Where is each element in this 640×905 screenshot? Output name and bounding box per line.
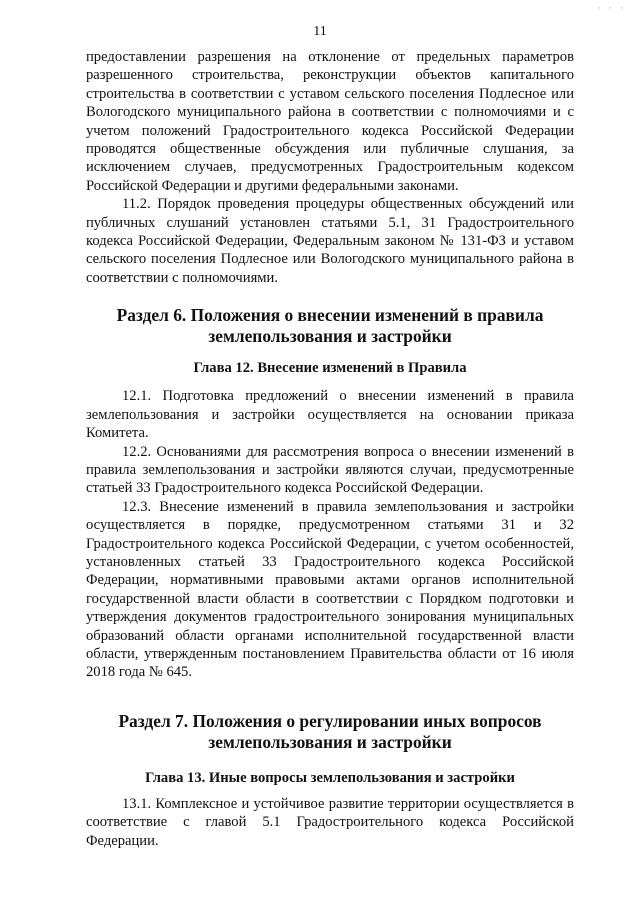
paragraph-continuation: предоставлении разрешения на отклонение от предельных параметров разрешенного строительства, реконструкции объектов капитального строительства в соответствии с уставом сельского поселения Подлесное или Вологодского муниципального района в соответствии с полномочиями и с учетом положений Градостроительного кодекса Российской Федерации проводятся общественные обсуждения или публичные слушания, за исключением случаев, предусмотренных Градостроительным кодексом Российской Федерации и другими федеральными законами. bbox=[86, 49, 574, 194]
paragraph-12-1: 12.1. Подготовка предложений о внесении изменений в правила землепользования и застройки осуществляется на основании приказа Комитета. bbox=[86, 388, 574, 442]
page-number: 11 bbox=[313, 24, 327, 39]
paragraph-11-2: 11.2. Порядок проведения процедуры общественных обсуждений или публичных слушаний установлен статьями 5.1, 31 Градостроительного кодекса Российской Федерации, Федеральным законом № 131-ФЗ и уставом сельского поселения Подлесное или Вологодского муниципального района в соответствии с полномочиями. bbox=[86, 196, 574, 286]
corner-mark: · · · bbox=[597, 3, 626, 13]
chapter-12-title: Глава 12. Внесение изменений в Правила bbox=[193, 360, 467, 377]
chapter-13-title: Глава 13. Иные вопросы землепользования и застройки bbox=[145, 769, 515, 786]
page-body bbox=[86, 48, 574, 850]
section-7-title: Раздел 7. Положения о регулировании иных вопросов землепользования и застройки bbox=[118, 710, 542, 752]
section-6-title: Раздел 6. Положения о внесении изменений в правила землепользования и застройки bbox=[116, 305, 544, 347]
paragraph-13-1: 13.1. Комплексное и устойчивое развитие территории осуществляется в соответствие с главой 5.1 Градостроительного кодекса Российской Федерации. bbox=[86, 795, 574, 849]
paragraph-12-2: 12.2. Основаниями для рассмотрения вопроса о внесении изменений в правила землепользования и застройки являются случаи, предусмотренные статьей 33 Градостроительного кодекса Российской Федерации. bbox=[86, 443, 574, 497]
paragraph-12-3: 12.3. Внесение изменений в правила землепользования и застройки осуществляется в порядке, предусмотренном статьями 31 и 32 Градостроительного кодекса Российской Федерации, с учетом особенностей, установленных статьей 33 Градостроительного кодекса Российской Федерации, нормативными правовыми актами органов исполнительной государственной власти области в соответствии с Порядком подготовки и утверждения документов градостроительного зонирования муниципальных образований области органами исполнительной государственной власти области, утвержденным постановлением Правительства области от 16 июля 2018 года № 645. bbox=[86, 498, 574, 681]
